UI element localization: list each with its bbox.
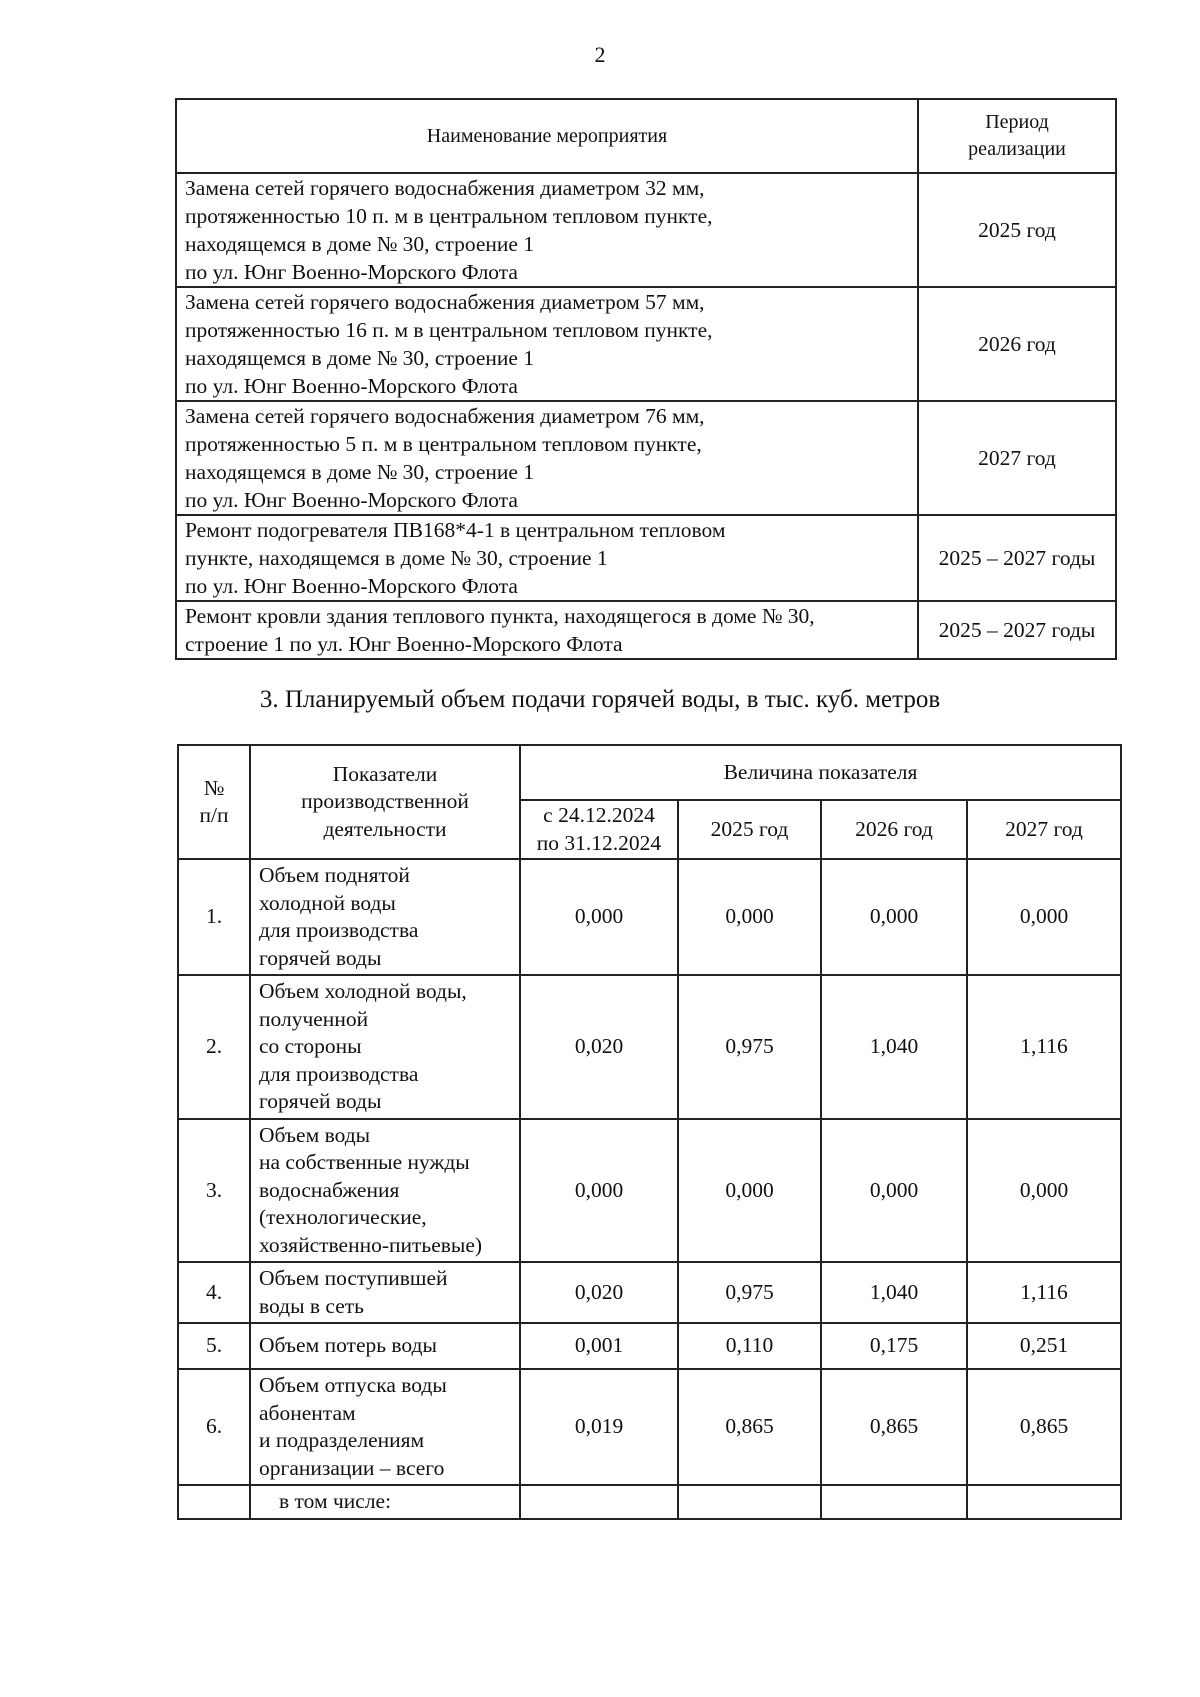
measure-name xyxy=(176,401,918,515)
value-cell: 0,865 xyxy=(821,1369,967,1485)
measure-row xyxy=(176,287,1116,401)
measure-name-line: находящемся в доме № 30, строение 1 xyxy=(185,232,535,256)
period-header-line: по 31.12.2024 xyxy=(536,830,662,855)
measures-table xyxy=(175,98,1117,660)
indicator-line: организации – всего xyxy=(259,1455,445,1480)
indicator-name xyxy=(250,859,520,975)
value-cell xyxy=(821,1485,967,1519)
measure-period: 2026 год xyxy=(918,287,1116,401)
indicator-line: для производства xyxy=(259,1061,419,1086)
measure-name-line: протяженностью 5 п. м в центральном тепловом пункте, xyxy=(185,432,702,456)
indicator-name xyxy=(250,1323,520,1369)
indicator-line: воды в сеть xyxy=(259,1293,364,1318)
period-header-line: с 24.12.2024 xyxy=(543,803,655,827)
indicator-line: горячей воды xyxy=(259,945,382,970)
row-number: 3. xyxy=(178,1119,250,1263)
measure-name xyxy=(176,287,918,401)
measure-name-line: строение 1 по ул. Юнг Военно-Морского Флота xyxy=(185,632,623,656)
measure-name-line: Замена сетей горячего водоснабжения диаметром 32 мм, xyxy=(185,176,705,200)
value-cell: 0,000 xyxy=(678,1119,821,1263)
measure-name-line: по ул. Юнг Военно-Морского Флота xyxy=(185,574,518,598)
including-label: в том числе: xyxy=(250,1485,520,1519)
indicator-line: Объем отпуска воды xyxy=(259,1373,447,1397)
value-cell: 0,251 xyxy=(967,1323,1121,1369)
indicator-name xyxy=(250,1119,520,1263)
row-number xyxy=(178,1485,250,1519)
section-title: 3. Планируемый объем подачи горячей воды, в тыс. куб. метров xyxy=(259,686,941,713)
period-header-2024 xyxy=(520,800,678,859)
value-cell: 0,000 xyxy=(520,1119,678,1263)
indicator-line: Объем поступившей xyxy=(259,1266,448,1290)
measure-name xyxy=(176,515,918,601)
indicator-header-line: производственной xyxy=(301,789,469,814)
measure-period: 2025 – 2027 годы xyxy=(918,601,1116,659)
value-cell: 0,020 xyxy=(520,975,678,1119)
value-cell xyxy=(520,1485,678,1519)
table-row xyxy=(178,1323,1121,1369)
measure-name-line: протяженностью 10 п. м в центральном тепловом пункте, xyxy=(185,204,713,228)
period-header-2026: 2026 год xyxy=(821,800,967,859)
value-cell: 0,019 xyxy=(520,1369,678,1485)
indicator-header-line: деятельности xyxy=(323,816,447,841)
value-cell: 1,040 xyxy=(821,975,967,1119)
measure-name-line: Замена сетей горячего водоснабжения диаметром 57 мм, xyxy=(185,290,705,314)
row-number: 5. xyxy=(178,1323,250,1369)
measure-name-line: Ремонт кровли здания теплового пункта, находящегося в доме № 30, xyxy=(185,604,815,628)
indicator-line: и подразделениям xyxy=(259,1428,425,1452)
indicator-header xyxy=(250,745,520,859)
indicator-line: холодной воды xyxy=(259,890,396,915)
number-header-line: № xyxy=(203,775,225,800)
measure-row xyxy=(176,601,1116,659)
table-row xyxy=(178,975,1121,1119)
measure-period: 2025 – 2027 годы xyxy=(918,515,1116,601)
value-cell: 0,000 xyxy=(967,1119,1121,1263)
value-cell: 0,000 xyxy=(678,859,821,975)
measure-name-header: Наименование мероприятия xyxy=(176,99,918,173)
value-cell: 1,116 xyxy=(967,1262,1121,1323)
value-cell: 0,975 xyxy=(678,975,821,1119)
measure-row xyxy=(176,515,1116,601)
period-header-line: реализации xyxy=(968,138,1066,160)
value-cell: 0,000 xyxy=(967,859,1121,975)
value-cell: 0,175 xyxy=(821,1323,967,1369)
value-cell: 1,040 xyxy=(821,1262,967,1323)
indicator-name xyxy=(250,1262,520,1323)
value-cell: 0,865 xyxy=(967,1369,1121,1485)
table-row xyxy=(178,859,1121,975)
indicator-line: со стороны xyxy=(259,1034,362,1058)
indicator-line: Объем потерь воды xyxy=(259,1333,437,1358)
measure-row xyxy=(176,173,1116,287)
measure-name-line: Ремонт подогревателя ПВ168*4-1 в центральном тепловом xyxy=(185,518,726,542)
value-cell: 0,975 xyxy=(678,1262,821,1323)
period-header-2027: 2027 год xyxy=(967,800,1121,859)
indicator-line: водоснабжения xyxy=(259,1177,400,1202)
number-header xyxy=(178,745,250,859)
measure-name-line: находящемся в доме № 30, строение 1 xyxy=(185,346,535,370)
value-cell: 0,000 xyxy=(821,859,967,975)
volume-header-row xyxy=(178,745,1121,800)
value-cell xyxy=(678,1485,821,1519)
table-row xyxy=(178,1485,1121,1519)
value-cell: 0,001 xyxy=(520,1323,678,1369)
indicator-line: хозяйственно-питьевые) xyxy=(259,1232,483,1257)
indicator-name xyxy=(250,1369,520,1485)
measure-name-line: по ул. Юнг Военно-Морского Флота xyxy=(185,488,518,512)
indicator-line: абонентам xyxy=(259,1400,356,1425)
value-cell: 0,110 xyxy=(678,1323,821,1369)
measure-period: 2027 год xyxy=(918,401,1116,515)
indicator-line: на собственные нужды xyxy=(259,1150,470,1174)
measure-name-line: Замена сетей горячего водоснабжения диаметром 76 мм, xyxy=(185,404,705,428)
indicator-line: горячей воды xyxy=(259,1089,382,1113)
measure-name-line: по ул. Юнг Военно-Морского Флота xyxy=(185,374,518,398)
table-row xyxy=(178,1119,1121,1263)
indicator-line: полученной xyxy=(259,1006,369,1031)
row-number: 1. xyxy=(178,859,250,975)
value-cell: 0,865 xyxy=(678,1369,821,1485)
number-header-line: п/п xyxy=(199,803,229,827)
period-header-2025: 2025 год xyxy=(678,800,821,859)
measure-name-line: протяженностью 16 п. м в центральном тепловом пункте, xyxy=(185,318,713,342)
value-group-header: Величина показателя xyxy=(520,745,1121,800)
indicator-line: Объем поднятой xyxy=(259,863,410,887)
row-number: 4. xyxy=(178,1262,250,1323)
page-number: 2 xyxy=(594,42,606,67)
measure-name-line: по ул. Юнг Военно-Морского Флота xyxy=(185,260,518,284)
indicator-header-line: Показатели xyxy=(332,761,438,786)
measure-name-line: пункте, находящемся в доме № 30, строение 1 xyxy=(185,546,608,570)
indicator-line: для производства xyxy=(259,918,419,942)
indicator-line: Объем воды xyxy=(259,1122,371,1147)
indicator-name xyxy=(250,975,520,1119)
measure-name xyxy=(176,601,918,659)
value-cell: 0,000 xyxy=(520,859,678,975)
indicator-line: (технологические, xyxy=(259,1205,427,1229)
value-cell: 0,000 xyxy=(821,1119,967,1263)
indicator-line: Объем холодной воды, xyxy=(259,979,467,1003)
period-header xyxy=(918,99,1116,173)
row-number: 6. xyxy=(178,1369,250,1485)
measure-row xyxy=(176,401,1116,515)
value-cell xyxy=(967,1485,1121,1519)
table-row xyxy=(178,1369,1121,1485)
table-row xyxy=(178,1262,1121,1323)
volume-table xyxy=(177,744,1122,1520)
measures-header-row xyxy=(176,99,1116,173)
row-number: 2. xyxy=(178,975,250,1119)
period-header-line: Период xyxy=(985,111,1049,133)
value-cell: 1,116 xyxy=(967,975,1121,1119)
measure-name xyxy=(176,173,918,287)
measure-period: 2025 год xyxy=(918,173,1116,287)
measure-name-line: находящемся в доме № 30, строение 1 xyxy=(185,460,535,484)
value-cell: 0,020 xyxy=(520,1262,678,1323)
